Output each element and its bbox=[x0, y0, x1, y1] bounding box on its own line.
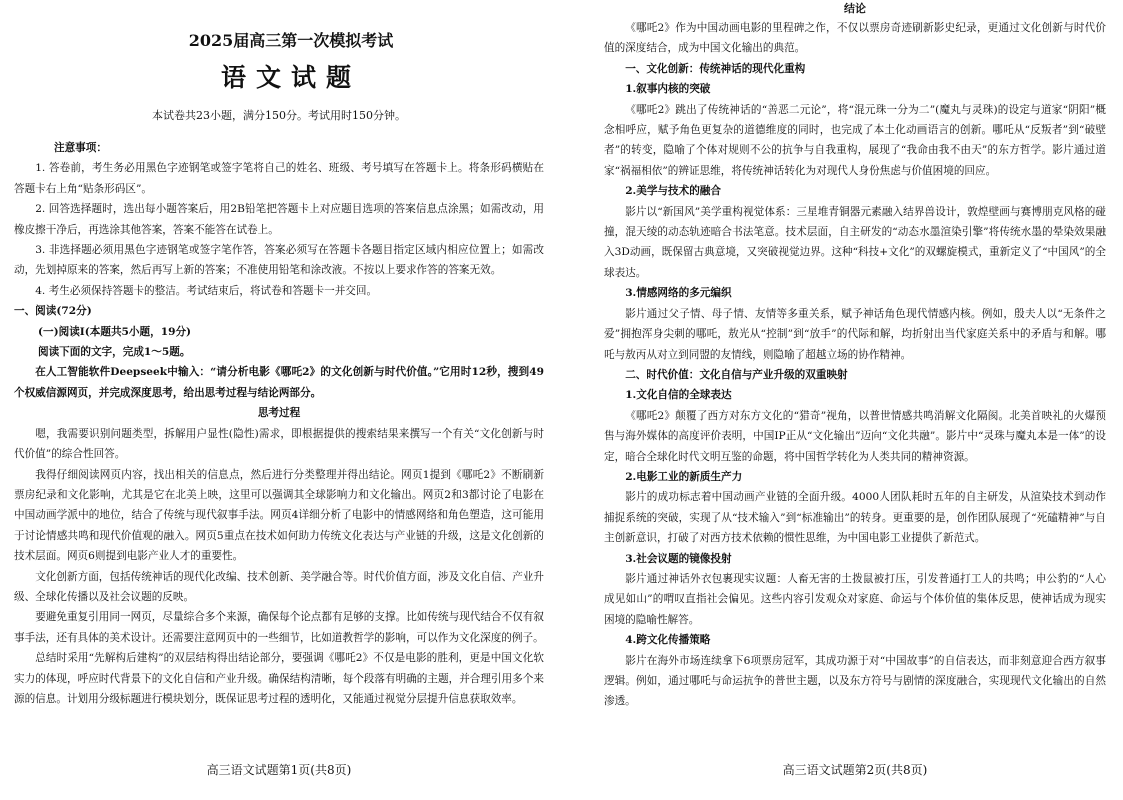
point-paragraph: 《哪吒2》跳出了传统神话的“善恶二元论”，将“混元珠一分为二”(魔丸与灵珠)的设定与道家“阴阳”概念相呼应，赋予角色更复杂的道德维度的同时，也完成了本土化动画语言的创新。哪吒从“反叛者”到“破壁者”的转变，隐喻了个体对规则不公的抗争与自我重构，展现了“我命由我不由天”的东方哲学。影片通过道家“祸福相依”的辨证思维，将传统神话转化为对现代人身份焦虑与价值困境的回应。 bbox=[604, 103, 1106, 177]
notice-item: 3. 非选择题必须用黑色字迹钢笔或签字笔作答，答案必须写在答题卡各题目指定区域内相应位置上；如需改动，先划掉原来的答案，然后再写上新的答案；不准使用铅笔和涂改液。不按以上要求作答的答案无效。 bbox=[14, 244, 544, 277]
thinking-paragraph: 总结时采用“先解构后建构”的双层结构得出结论部分，要强调《哪吒2》不仅是电影的胜利，更是中国文化软实力的体现，呼应时代背景下的文化自信和产业升级。确保结构清晰，每个段落有明确的主题，并合理引用多个来源的信息。计划用分级标题进行模块划分，既保证思考过程的透明化，又能通过视觉分层提升信息获取效率。 bbox=[14, 652, 544, 705]
point-heading: 2.电影工业的新质生产力 bbox=[625, 470, 743, 483]
point-paragraph: 影片的成功标志着中国动画产业链的全面升级。4000人团队耗时五年的自主研发，从渲染技术到动作捕捉系统的突破，实现了从“技术输入”到“标准输出”的转身。更重要的是，创作团队展现了“死磕精神”与自主创新意识，打破了对西方技术依赖的惯性思维，为中国电影工业提供了新范式。 bbox=[604, 491, 1106, 545]
prompt-text: 在人工智能软件Deepseek中输入：“请分析电影《哪吒2》的文化创新与时代价值。”它用时12秒，搜到49个权威信源网页，并完成深度思考，给出思考过程与结论两部分。 bbox=[14, 366, 544, 399]
point-heading: 2.美学与技术的融合 bbox=[625, 185, 721, 198]
page-1 bbox=[14, 0, 544, 709]
thinking-paragraph: 要避免重复引用同一网页，尽量综合多个来源，确保每个论点都有足够的支撑。比如传统与现代结合不仅有叙事手法，还有具体的美术设计。还需要注意网页中的一些细节，比如道教哲学的影响，可以作为文化深度的例子。 bbox=[14, 611, 544, 644]
point-paragraph: 影片通过父子情、母子情、友情等多重关系，赋予神话角色现代情感内核。例如，殷夫人以“无条件之爱”拥抱浑身尖刺的哪吒，敖光从“控制”到“放手”的代际和解，均折射出当代家庭关系中的矛盾与和解。哪吒与敖丙从对立到同盟的友情线，则隐喻了超越立场的协作精神。 bbox=[604, 307, 1106, 361]
page-2-footer: 高三语文试题第2页(共8页) bbox=[782, 763, 928, 777]
notice-item: 2. 回答选择题时，选出每小题答案后，用2B铅笔把答题卡上对应题目选项的答案信息点涂黑；如需改动，用橡皮擦干净后，再选涂其他答案，答案不能答在试卷上。 bbox=[14, 203, 544, 236]
point-paragraph: 影片以“新国风”美学重构视觉体系：三星堆青铜器元素融入结界兽设计，敦煌壁画与赛博朋克风格的碰撞，混天绫的动态轨迹暗合书法笔意。技术层面，自主研发的“动态水墨渲染引擎”将传统水墨的晕染效果融入3D动画，既保留古典意境，又突破视觉边界。这种“科技+文化”的双螺旋模式，重新定义了“中国风”的全球表达。 bbox=[604, 205, 1106, 279]
thinking-paragraph: 嗯，我需要识别问题类型，拆解用户显性(隐性)需求，即根据提供的搜索结果来撰写一个有关“文化创新与时代价值”的综合性回答。 bbox=[14, 427, 544, 461]
exam-title: 2025届高三第一次模拟考试 bbox=[188, 31, 394, 50]
thinking-paragraph: 文化创新方面，包括传统神话的现代化改编、技术创新、美学融合等。时代价值方面，涉及文化自信、产业升级、全球化传播以及社会议题的反映。 bbox=[14, 570, 544, 603]
point-heading: 3.情感网络的多元编织 bbox=[625, 287, 732, 300]
exam-meta: 本试卷共23小题，满分150分。考试用时150分钟。 bbox=[152, 109, 406, 122]
point-heading: 3.社会议题的镜像投射 bbox=[625, 552, 732, 565]
conclusion-intro: 《哪吒2》作为中国动画电影的里程碑之作，不仅以票房奇迹刷新影史纪录，更通过文化创新与时代价值的深度结合，成为中国文化输出的典范。 bbox=[604, 22, 1106, 55]
page-2 bbox=[604, 0, 1106, 712]
point-paragraph: 《哪吒2》颠覆了西方对东方文化的“猎奇”视角，以普世情感共鸣消解文化隔阂。北美首映礼的火爆预售与海外媒体的高度评价表明，中国IP正从“文化输出”迈向“文化共融”。影片中“灵珠与魔丸本是一体”的设定，暗合全球化时代文明互鉴的命题，将中国哲学转化为人类共同的精神资源。 bbox=[604, 409, 1106, 463]
notice-item: 4. 考生必须保持答题卡的整洁。考试结束后，将试卷和答题卡一并交回。 bbox=[35, 284, 378, 297]
reading-instruction: 阅读下面的文字，完成1～5题。 bbox=[38, 346, 191, 359]
page-1-footer: 高三语文试题第1页(共8页) bbox=[206, 763, 352, 777]
thinking-title: 思考过程 bbox=[257, 407, 301, 420]
point-heading: 4.跨文化传播策略 bbox=[625, 634, 711, 647]
point-paragraph: 影片通过神话外衣包裹现实议题：人畜无害的土拨鼠被打压，引发普通打工人的共鸣；申公豹的“人心成见如山”的喟叹直指社会偏见。这些内容引发观众对家庭、命运与个体价值的集体反思，使神话成为现实困境的隐喻性解答。 bbox=[604, 572, 1106, 626]
section-heading: 一、阅读(72分) bbox=[14, 305, 92, 318]
part-heading: 一、文化创新：传统神话的现代化重构 bbox=[625, 62, 806, 75]
notice-heading: 注意事项： bbox=[54, 142, 107, 154]
point-heading: 1.文化自信的全球表达 bbox=[625, 389, 732, 402]
subsection-heading: (一)阅读Ⅰ(本题共5小题，19分) bbox=[38, 325, 192, 338]
point-paragraph: 影片在海外市场连续拿下6项票房冠军，其成功源于对“中国故事”的自信表达，而非刻意迎合西方叙事逻辑。例如，通过哪吒与命运抗争的普世主题，以及东方符号与剧情的深度融合，实现现代文化输出的自然渗透。 bbox=[604, 654, 1106, 708]
part-heading: 二、时代价值：文化自信与产业升级的双重映射 bbox=[625, 368, 848, 381]
point-heading: 1.叙事内核的突破 bbox=[625, 83, 711, 96]
subject-title: 语文试题 bbox=[220, 63, 361, 92]
thinking-paragraph: 我得仔细阅读网页内容，找出相关的信息点，然后进行分类整理并得出结论。网页1提到《哪吒2》不断刷新票房纪录和文化影响，尤其是它在北美上映，这里可以强调其全球影响力和文化输出。网页2和3都讨论了电影在中国动画学派中的地位，结合了传统与现代叙事手法。网页4详细分析了电影中的情感网络和角色塑造，这可能用于讨论情感共鸣和现代价值观的融入。网页5重点在技术如何助力传统文化表达与产业链的升级，这是文化创新的技术层面。网页6则提到电影产业人才的重要性。 bbox=[14, 468, 544, 563]
conclusion-title: 结论 bbox=[844, 2, 866, 15]
notice-item: 1. 答卷前，考生务必用黑色字迹钢笔或签字笔将自己的姓名、班级、考号填写在答题卡上。将条形码横贴在答题卡右上角“贴条形码区”。 bbox=[14, 162, 544, 195]
